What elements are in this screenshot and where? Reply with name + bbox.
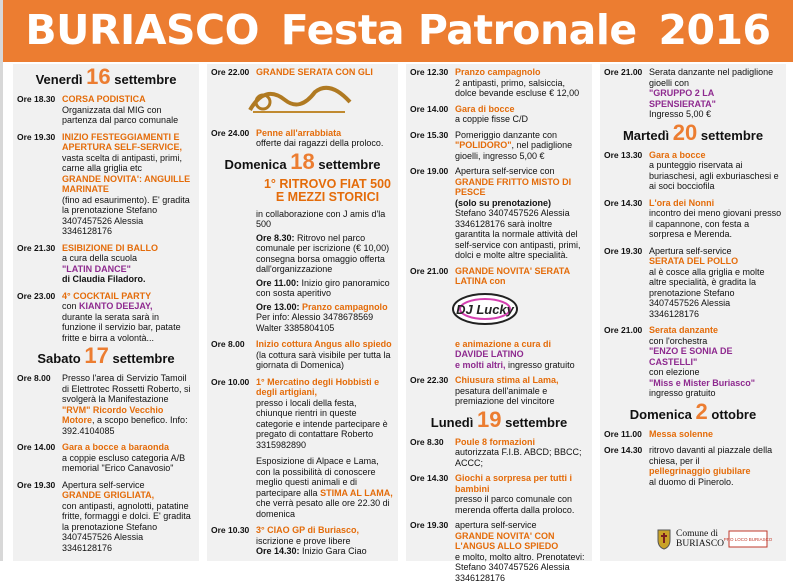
event-item: Ore 8.00 Presso l'area di Servizio Tamoil di Elettrotec Rossetti Roberto, si svolgerà la Manifestazione "RVM" Ricordo Vecchio Motore, a scopo benefico. Info: 392.4104085	[17, 373, 191, 436]
event-item: Ore 14.30 L'ora dei Nonni incontro dei meno giovani presso il capannone, con festa a sorpresa e Merenda.	[604, 197, 782, 239]
event-item: Ore 14.00 Gara di bocce a coppie fisse C/D	[410, 103, 529, 124]
event-item: Ore 19.30 apertura self-service GRANDE NOVITA' CON L'ANGUS ALLO SPIEDO e molto, molto altro. Prenotatevi: Stefano 3407457526 Alessia 3346128176	[410, 520, 585, 583]
event-item: Ore 11.00 Messa solenne	[604, 428, 714, 439]
coat-of-arms-icon	[656, 528, 672, 550]
dj-lucky-logo	[450, 291, 520, 327]
column-1	[13, 64, 199, 561]
festival-name: Festa Patronale	[280, 6, 637, 54]
event-item: Ore 24.00 Penne all'arrabbiata offerte dai ragazzi della proloco.	[211, 127, 384, 148]
event-item: Ore 14.30 Giochi a sorpresa per tutti i bambini presso il parco comunale con merenda offerta dalla proloco.	[410, 473, 575, 515]
event-item: Ore 13.00: Pranzo campagnolo Per info: Alessio 3478678569 Walter 3385804105	[256, 301, 388, 333]
event-item: Ore 8.30: Ritrovo nel parco comunale per iscrizione (€ 10,00) consegna borsa omaggio offerta dall'organizzazione	[256, 232, 390, 274]
footer-logos	[656, 524, 788, 554]
day-header: Domenica 2 ottobre	[629, 398, 757, 424]
event-item: Ore 15.30 Pomeriggio danzante con "POLIDORO", nel padiglione gioelli, ingresso 5,00 €	[410, 129, 573, 161]
svg-text:PRO LOCO BURIASCO: PRO LOCO BURIASCO	[723, 537, 773, 542]
town-name: BURIASCO	[25, 6, 259, 54]
header-banner	[3, 0, 793, 62]
day-header: Sabato 17 settembre	[37, 343, 175, 368]
column-4	[600, 64, 786, 561]
event-item: Ore 13.30 Gara a bocce a punteggio riservata ai buriaschesi, agli exburiaschesi e ai soci bocciofila	[604, 149, 779, 191]
event-item: Ore 18.30 CORSA PODISTICA Organizzata dal MIG con partenza dal parco comunale	[17, 94, 179, 125]
event-item: Ore 19.00 Apertura self-service con GRANDE FRITTO MISTO DI PESCE (solo su prenotazione) Stefano 3407457526 Alessia 3346128176 sarà inoltre garantita la normale attività del self-service con antipasti, primi, dolci e molte altre specialità.	[410, 166, 581, 260]
event-item: Ore 8.00 Inizio cottura Angus allo spiedo (la cottura sarà visibile per tutta la giornata di Domenica)	[211, 339, 392, 370]
event-item: Ore 19.30 Apertura self-service SERATA DEL POLLO al è cosce alla griglia e molte altre specialità, è gradita la prenotazione Stefano 3407457526 Alessia 3346128176	[604, 245, 765, 319]
column-3	[406, 64, 592, 583]
event-item: Ore 19.30 INIZIO FESTEGGIAMENTI E APERTURA SELF-SERVICE, vasta scelta di antipasti, primi, carne alla griglia etc GRANDE NOVITA': ANGUILLE MARINATE (fino ad esaurimento). E' gradita la prenotazione Stefano 3407457526 Alessia 3346128176	[17, 131, 191, 236]
event-item: Ore 21.00 GRANDE NOVITA' SERATA LATINA con	[410, 265, 570, 286]
column-2: Ore 22.00 GRANDE SERATA CON GLI Ore 24.00 Penne all'arrabbiata offerte dai ragazzi della proloco. Domenica 18 settembre 1° RITROVO FIAT 500 E MEZZI STORICI in collaborazione con J amis d'la 500 Ore 8.30: Ritrovo nel parco comunale per iscrizione (€ 10,00) consegna borsa omaggio offerta dall'organizzazione Ore 11.00: Inizio giro panoramico con sosta aperitivo Ore 13.00: Pranzo campagnolo Per info: Alessio 3478678569 Walter 3385804105 Ore 8.00 Inizio cottura Angus allo spiedo (la cottura sarà visibile per tutta la giornata di Domenica) Ore 10.00 1° Mercatino degli Hobbisti e degli artigiani, presso i locali della festa, chiunque rientri in queste categorie e intende partecipare è pregato di contattare Roberto 3315982890 Esposizione di Alpace e Lama, con la possibilità di conoscere meglio questi animali e di partecipare alla STIMA AL LAMA, che verrà pesato alle ore 22.30 di domenica Ore 10.30 3° CIAO GP di Buriasco, iscrizione e prove libere Ore 14.30: Inizio Gara Ciao	[207, 64, 398, 561]
event-item: Ore 23.00 4° COCKTAIL PARTY con KIANTO DEEJAY, durante la serata sarà in funzione il servizio bar, patate fritte e birra a volontà...	[17, 290, 181, 343]
event-item: Ore 21.00 Serata danzante con l'orchestra "ENZO E SONIA DE CASTELLI" con elezione "Miss e Mister Buriasco" ingresso gratuito	[604, 325, 756, 398]
event-item: Ore 19.30 Apertura self-service GRANDE GRIGLIATA, con antipasti, agnolotti, patatine fritte, formaggi e dolci. E' gradita la prenotazione Stefano 3407457526 Alessia 3346128176	[17, 479, 191, 553]
svg-text:DJ Lucky: DJ Lucky	[456, 301, 514, 317]
event-item: e animazione a cura di DAVIDE LATINO e molti altri, ingresso gratuito	[455, 338, 575, 370]
event-item: Ore 22.00 GRANDE SERATA CON GLI	[211, 67, 373, 77]
day-header: Domenica 18 settembre	[224, 148, 381, 174]
vintage-cars-title: 1° RITROVO FIAT 500 E MEZZI STORICI	[263, 176, 391, 204]
event-item: Ore 11.00: Inizio giro panoramico con sosta aperitivo	[256, 277, 390, 298]
day-header: Lunedì 19 settembre	[430, 406, 568, 432]
event-item: Ore 10.30 3° CIAO GP di Buriasco, iscrizione e prove libere Ore 14.30: Inizio Gara Ciao	[211, 525, 367, 556]
event-item: Ore 22.30 Chiusura stima al Lama, pesatura dell'animale e premiazione del vincitore	[410, 375, 559, 406]
festival-year: 2016	[658, 6, 771, 54]
event-item: Esposizione di Alpace e Lama, con la possibilità di conoscere meglio questi animali e di partecipare alla STIMA AL LAMA, che verrà pesato alle ore 22.30 di domenica	[256, 456, 393, 519]
day-header: Martedì 20 settembre	[622, 119, 764, 145]
event-item: Ore 14.00 Gara a bocce a baraonda a coppie escluso categoria A/B memorial "Erico Canavosio"	[17, 442, 186, 473]
event-item: Ore 10.00 1° Mercatino degli Hobbisti e degli artigiani, presso i locali della festa, chiunque rientri in queste categorie e intende partecipare è pregato di contattare Roberto 3315982890	[211, 376, 388, 450]
comune-label: Comune di BURIASCO	[676, 529, 725, 549]
proloco-logo	[723, 530, 773, 548]
band-logo	[245, 82, 355, 116]
event-item: Ore 12.30 Pranzo campagnolo 2 antipasti, primo, salsiccia, dolce bevande escluse € 12,00	[410, 67, 580, 98]
event-item: Ore 21.00 Serata danzante nel padiglione gioelli con "GRUPPO 2 LA SPENSIERATA" Ingresso 5,00 €	[604, 67, 774, 119]
event-item: Ore 8.30 Poule 8 formazioni autorizzata F.I.B. ABCD; BBCC; ACCC;	[410, 436, 582, 468]
event-item: Ore 14.30 ritrovo davanti al piazzale della chiesa, per il pellegrinaggio giubilare al duomo di Pinerolo.	[604, 445, 773, 487]
poster-title	[3, 6, 793, 54]
day-header: Venerdì 16 settembre	[35, 64, 177, 89]
event-item: Ore 21.30 ESIBIZIONE DI BALLO a cura della scuola "LATIN DANCE" di Claudia Filadoro.	[17, 242, 159, 284]
